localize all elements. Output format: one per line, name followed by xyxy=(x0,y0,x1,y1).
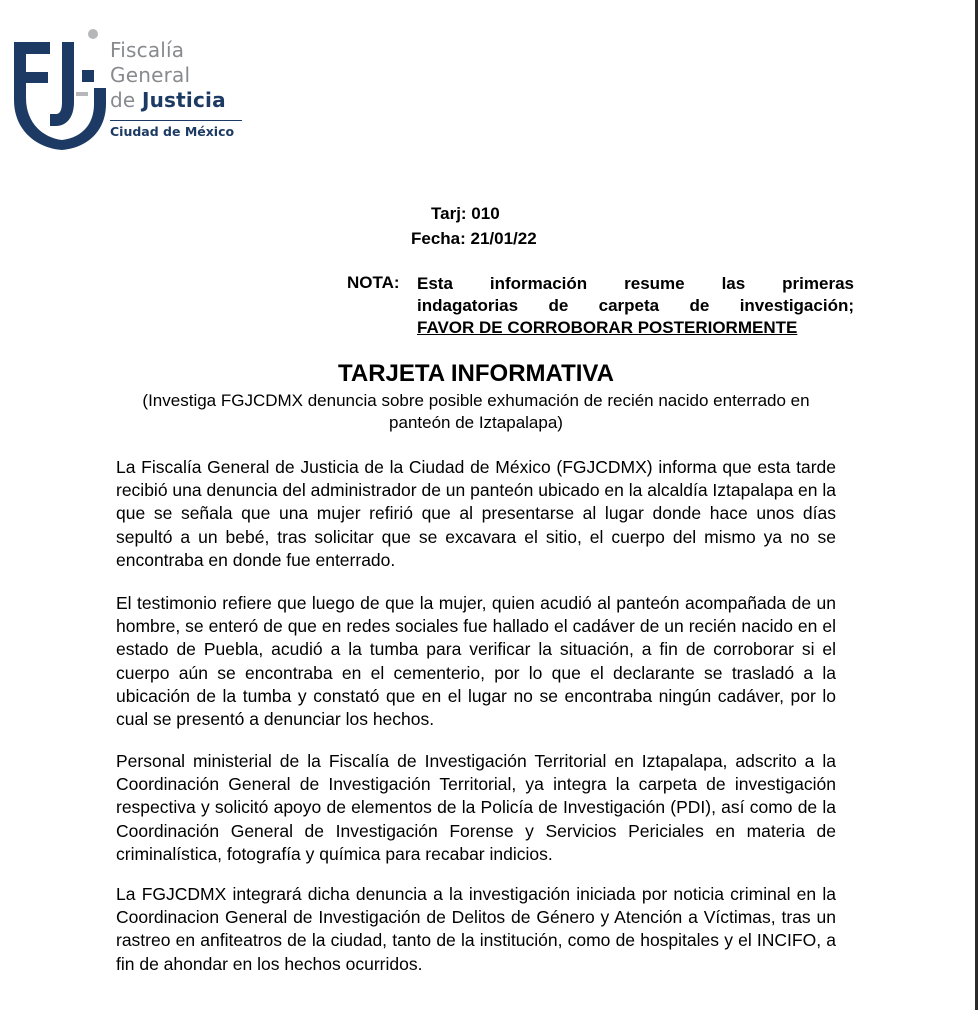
paragraph-1: La Fiscalía General de Justicia de la Ciudad de México (FGJCDMX) informa que esta tarde recibió una denuncia del administrador de un panteón ubicado en la alcaldía Iztapalapa en la que se señala que una mujer refirió que al presentarse al lugar donde hace unos días sepultó a un bebé, tras solicitar que se excavara el sitio, el cuerpo del mismo ya no se encontraba en donde fue enterrado. xyxy=(116,457,836,570)
logo-line-strong: Justicia xyxy=(141,88,226,112)
logo-subtitle: Ciudad de México xyxy=(110,124,235,139)
note-line-1: Esta información resume las primeras xyxy=(417,274,854,293)
fgj-logo xyxy=(10,28,250,153)
logo-line-prefix: de xyxy=(110,88,142,112)
logo-wordmark xyxy=(110,38,226,113)
card-number: Tarj: 010 xyxy=(431,204,500,223)
logo-divider xyxy=(110,120,242,121)
note-line-3: FAVOR DE CORROBORAR POSTERIORMENTE xyxy=(417,318,798,337)
note-body xyxy=(417,273,854,339)
logo-line-justicia xyxy=(110,88,226,113)
document-title: TARJETA INFORMATIVA xyxy=(338,360,614,387)
card-date: Fecha: 21/01/22 xyxy=(411,229,537,248)
note-label: NOTA: xyxy=(347,273,400,292)
logo-line-fiscalia: Fiscalía xyxy=(110,38,185,62)
logo-line-general: General xyxy=(110,63,191,87)
paragraph-2: El testimonio refiere que luego de que la mujer, quien acudió al panteón acompañada de un hombre, se enteró de que en redes sociales fue hallado el cadáver de un recién nacido en el estado de Puebla, acudió a la tumba para verificar la situación, a fin de corroborar si el cuerpo aún se encontraba en el cementerio, por lo que el declarante se trasladó a la ubicación de la tumba y constató que en el lugar no se encontraba ningún cadáver, por lo cual se presentó a denunciar los hechos. xyxy=(116,593,836,730)
fgj-logo-icon xyxy=(10,28,106,150)
document-subtitle: (Investiga FGJCDMX denuncia sobre posible exhumación de recién nacido enterrado en panteón de Iztapalapa) xyxy=(142,391,810,432)
paragraph-4: La FGJCDMX integrará dicha denuncia a la investigación iniciada por noticia criminal en la Coordinacion General de Investigación de Delitos de Género y Atención a Víctimas, tras un rastreo en anfiteatros de la ciudad, tanto de la institución, como de hospitales y el INCIFO, a fin de ahondar en los hechos ocurridos. xyxy=(116,884,836,974)
paragraph-3: Personal ministerial de la Fiscalía de Investigación Territorial en Iztapalapa, adscrito a la Coordinación General de Investigación Territorial, ya integra la carpeta de investigación respectiva y solicitó apoyo de elementos de la Policía de Investigación (PDI), así como de la Coordinación General de Investigación Forense y Servicios Periciales en materia de criminalística, fotografía y química para recabar indicios. xyxy=(116,751,836,864)
note-line-2: indagatorias de carpeta de investigación; xyxy=(417,296,854,315)
